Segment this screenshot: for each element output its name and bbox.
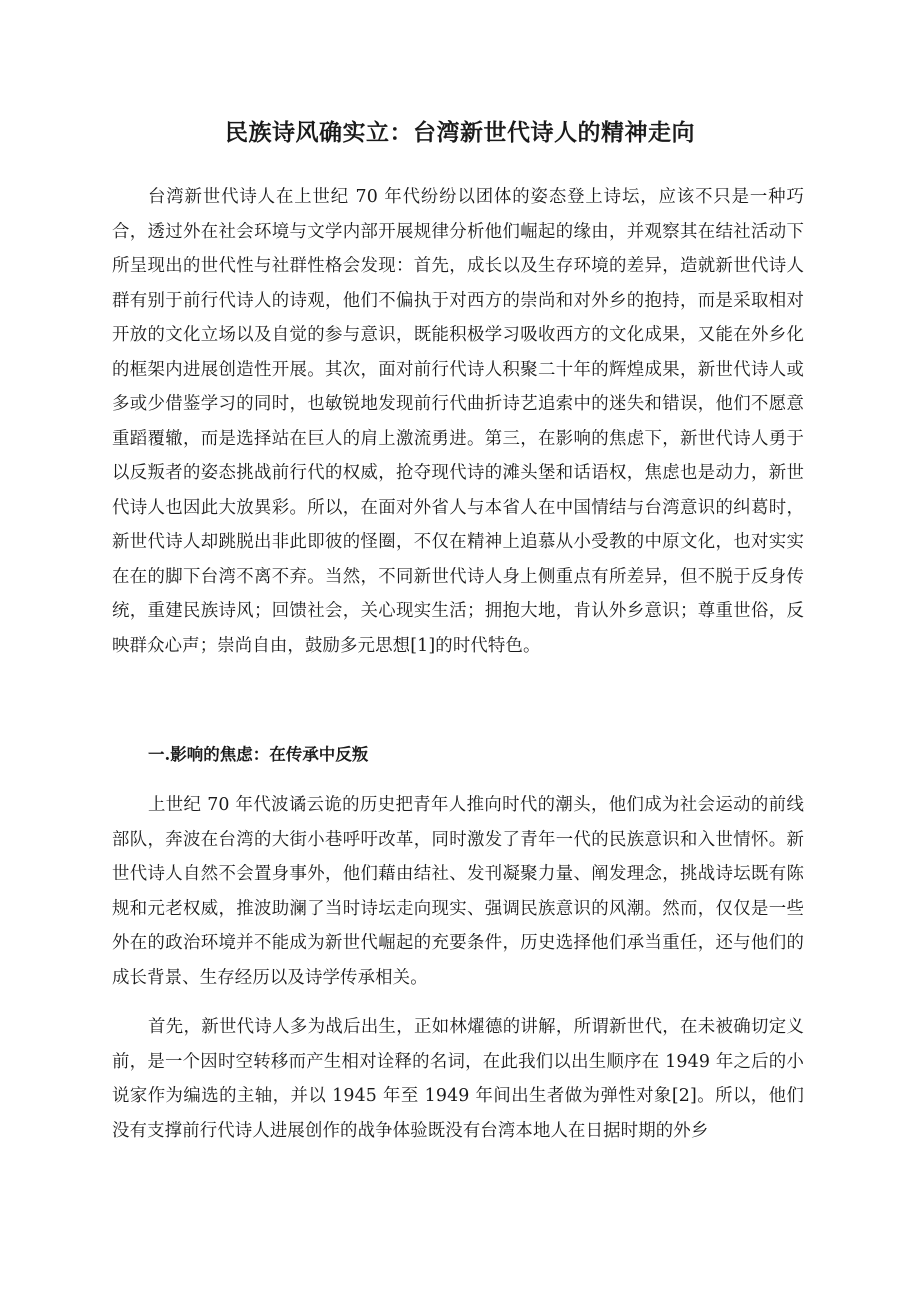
paragraph-section-2: 首先，新世代诗人多为战后出生，正如林燿德的讲解，所谓新世代，在未被确切定义前，是一个因时空转移而产生相对诠释的名词，在此我们以出生顺序在 1949 年之后的小说家作为编选的主轴，并以 1945 年至 1949 年间出生者做为弹性对象[2]。所以，他们没有支撑前行代诗人进展创作的战争体验既没有台湾本地人在日据时期的外乡 bbox=[112, 1017, 804, 1141]
paragraph-section-1: 上世纪 70 年代波谲云诡的历史把青年人推向时代的潮头，他们成为社会运动的前线部队，奔波在台湾的大街小巷呼吁改革，同时激发了青年一代的民族意识和入世情怀。新世代诗人自然不会置身事外，他们藉由结社、发刊凝聚力量、阐发理念，挑战诗坛既有陈规和元老权威，推波助澜了当时诗坛走向现实、强调民族意识的风潮。然而，仅仅是一些外在的政治环境并不能成为新世代崛起的充要条件，历史选择他们承当重任，还与他们的成长背景、生存经历以及诗学传承相关。 bbox=[112, 795, 804, 988]
document-title: 民族诗风确实立：台湾新世代诗人的精神走向 bbox=[225, 120, 695, 146]
paragraph-intro: 台湾新世代诗人在上世纪 70 年代纷纷以团体的姿态登上诗坛，应该不只是一种巧合，透过外在社会环境与文学内部开展规律分析他们崛起的缘由，并观察其在结社活动下所呈现出的世代性与社群性格会发现：首先，成长以及生存环境的差异，造就新世代诗人群有别于前行代诗人的诗观，他们不偏执于对西方的崇尚和对外乡的抱持，而是采取相对开放的文化立场以及自觉的参与意识，既能积极学习吸收西方的文化成果，又能在外乡化的框架内进展创造性开展。其次，面对前行代诗人积聚二十年的辉煌成果，新世代诗人或多或少借鉴学习的同时，也敏锐地发现前行代曲折诗艺追索中的迷失和错误，他们不愿意重蹈覆辙，而是选择站在巨人的肩上激流勇进。第三，在影响的焦虑下，新世代诗人勇于以反叛者的姿态挑战前行代的权威，抢夺现代诗的滩头堡和话语权，焦虑也是动力，新世代诗人也因此大放異彩。所以，在面对外省人与本省人在中国情结与台湾意识的纠葛时，新世代诗人却跳脱出非此即彼的怪圈，不仅在精神上追慕从小受教的中原文化，也对实实在在的脚下台湾不离不弃。当然，不同新世代诗人身上侧重点有所差异，但不脱于反身传统，重建民族诗风；回馈社会，关心现实生活；拥抱大地，肯认外乡意识；尊重世俗，反映群众心声；崇尚自由，鼓励多元思想[1]的时代特色。 bbox=[112, 187, 804, 656]
section-heading: 一.影响的焦虑：在传承中反叛 bbox=[148, 745, 369, 764]
